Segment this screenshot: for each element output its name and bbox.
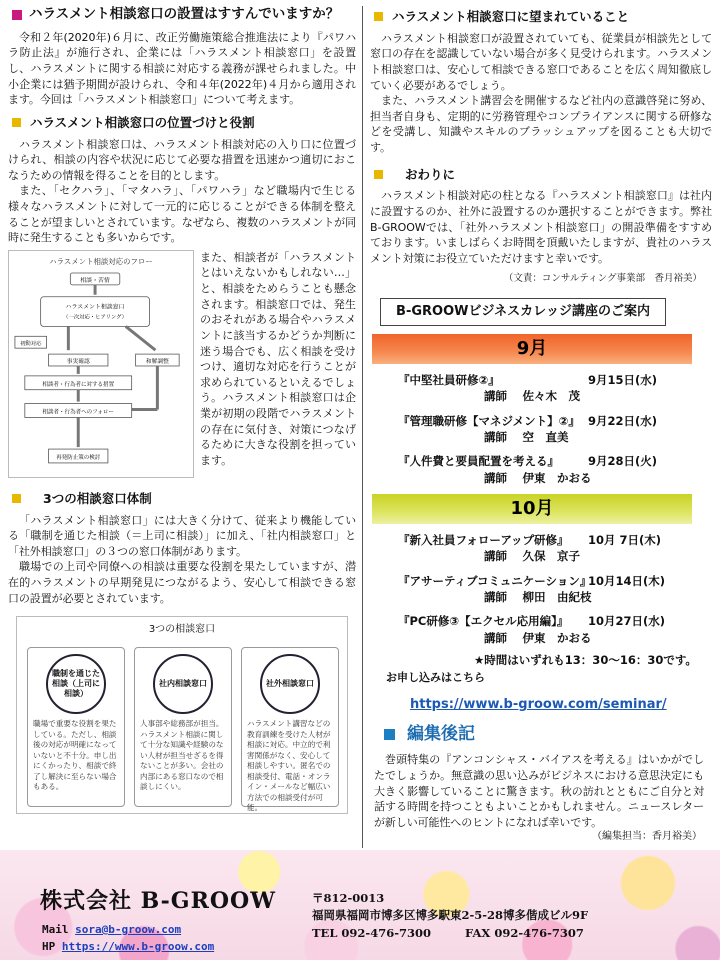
course-item	[398, 613, 712, 646]
flow-step-prevention: 再発防止策の検討	[56, 454, 101, 461]
window-desc: 職場で重要な役割を果たしている。ただし、相談後の対応が明確になっていないと不十分。申し出にくかったり、相談で終了し解決に至らない場合もある。	[33, 719, 117, 792]
flow-step-window-sub: （一次対応・ヒアリング）	[63, 314, 127, 321]
window-box-internal	[134, 647, 232, 807]
expectations-paragraph-1: ハラスメント相談窓口が設置されていても、従業員が相談先として窓口の存在を認識していない場合が多く見受けられます。ハラスメント相談窓口は、安心して相談できる窓口であることを広く周知徹底していく必要があるでしょう。	[370, 31, 712, 92]
yellow-square-icon	[374, 12, 383, 21]
role-paragraph-1: ハラスメント相談窓口は、ハラスメント相談対応の入り口に位置づけられ、相談の内容や状況に応じて必要な措置を迅速かつ適切におこなうための情報を得ることを目的とします。	[8, 137, 356, 182]
course-lecturer: 講師 空 直美	[484, 429, 569, 444]
contact-block	[42, 922, 214, 955]
harassment-flow-diagram	[8, 250, 194, 478]
course-item	[398, 573, 712, 606]
heading-text: ハラスメント相談窓口に望まれていること	[392, 9, 630, 24]
section-heading-closing	[370, 166, 712, 184]
three-windows-paragraph-1: 「ハラスメント相談窓口」には大きく分けて、従来より機能している「職制を通じた相談（＝上司に相談）」に加え、「社内相談窓口」と「社外相談窓口」の３つの窓口体制があります。	[8, 513, 356, 558]
course-name: 『管理職研修【マネジメント】②』	[398, 413, 580, 428]
window-circle: 職制を通じた相談（上司に相談）	[46, 654, 106, 714]
editor-paragraph: 巻頭特集の『アンコンシャス・バイアスを考える』はいかがでしたでしょうか。無意識の思い込みがビジネスにおける意思決定にも大きく影響していることに驚きます。秋の訪れとともにご自分と対話する時間を持つこともよいことかもしれません。ニュースレターが新しい可能性へのヒントになれば幸いです。	[374, 753, 704, 829]
window-circle: 社内相談窓口	[153, 654, 213, 714]
yellow-square-icon	[374, 170, 383, 179]
editor-heading	[384, 722, 712, 746]
setup-paragraph: 令和２年(2020年)６月に、改正労働施策総合推進法により『パワハラ防止法』が施行され、企業には「ハラスメント相談窓口」を設置し、ハラスメントに関する相談に対応する義務が課せられました。中小企業には猶予期間が設けられ、令和４年(2022年)４月から適用されます。今回は「ハラスメント相談窓口」について考えます。	[8, 30, 356, 107]
course-item	[398, 532, 712, 565]
left-column	[8, 6, 356, 814]
closing-author: （文責：コンサルティング事業部 香月裕美）	[503, 273, 702, 285]
flow-step-mediation: 和解調整	[145, 358, 169, 365]
course-name: 『PC研修③【エクセル応用編】』	[398, 614, 569, 629]
course-name: 『新入社員フォローアップ研修』	[398, 532, 569, 547]
window-box-supervisor	[27, 647, 125, 807]
blue-square-icon	[384, 729, 395, 740]
course-date: 10月 7日(木)	[588, 532, 662, 547]
right-column	[370, 6, 712, 845]
seminar-time-note: ★時間はいずれも13：30～16：30です。	[474, 652, 697, 667]
seminar-link[interactable]: https://www.b-groow.com/seminar/	[410, 696, 667, 712]
heading-text: ハラスメント相談窓口の設置はすすんでいますか？	[29, 6, 340, 22]
tel-number: TEL 092-476-7300	[312, 925, 431, 940]
course-item	[398, 372, 712, 405]
homepage-link[interactable]: https://www.b-groow.com	[61, 939, 215, 953]
yellow-square-icon	[12, 118, 21, 127]
company-name: 株式会社 B-GROOW	[40, 888, 276, 914]
flow-step-consult: 相談・苦情	[80, 276, 110, 284]
window-circle: 社外相談窓口	[260, 654, 320, 714]
apply-label: お申し込みはこちら	[386, 671, 485, 685]
flow-title: ハラスメント相談対応のフロー	[49, 256, 153, 266]
section-heading-role	[8, 114, 356, 132]
section-heading-setup	[8, 6, 356, 24]
course-date: 10月14日(木)	[588, 573, 666, 588]
month-band-september: 9月	[372, 334, 692, 364]
seminar-title: B-GROOWビジネスカレッジ講座のご案内	[380, 298, 666, 326]
course-name: 『アサーティブコミュニケーション』	[398, 573, 592, 588]
flow-side-paragraph: また、相談者が「ハラスメントとはいえないかもしれない…」と、相談をためらうことも懸念されます。相談窓口では、発生のおそれがある場合やハラスメントに該当するかどうか判断に迷う場合でも、広く相談を受けつけ、適切な対応を行うことが求められているといえるでしょう。ハラスメント相談窓口は企業が初期の段階でハラスメントの存在に気付き、対策につなげるために大きな役割を担っています。	[200, 250, 356, 467]
flow-step-window-box	[41, 297, 150, 327]
column-divider	[362, 6, 363, 848]
course-name: 『人件費と要員配置を考える』	[398, 454, 559, 469]
footer-flower-banner	[0, 850, 720, 960]
three-windows-paragraph-2: 職場での上司や同僚への相談は重要な役割を果たしていますが、潜在的ハラスメントの早期発見につながるよう、安心して相談できる窓口の設置が必要とされています。	[8, 560, 356, 605]
address-block	[312, 890, 588, 942]
expectations-paragraph-2: また、ハラスメント講習会を開催するなど社内の意識啓発に努め、担当者自身も、定期的に労務管理やコンプライアンスに関する研修などを受講し、知識やスキルのブラッシュアップを図ることも大切です。	[370, 94, 712, 155]
three-windows-figure	[16, 616, 348, 814]
yellow-square-icon	[12, 494, 21, 503]
heading-text: おわりに	[405, 166, 456, 182]
closing-paragraph: ハラスメント相談対応の柱となる『ハラスメント相談窓口』は社内に設置するのか、社外に設置するのか選択することができます。弊社B-GROOWでは、「社外ハラスメント相談窓口」の開設準備をすすめております。いましばらくお時間を頂戴いたしますが、貴社のハラスメント対策にお役立ていただけますと幸いです。	[370, 189, 712, 265]
flow-step-measure: 相談者・行為者に対する措置	[42, 381, 115, 388]
course-date: 9月28日(火)	[588, 454, 658, 469]
course-date: 9月15日(水)	[588, 372, 658, 387]
mail-label: Mail	[42, 923, 69, 936]
window-box-external	[241, 647, 339, 813]
course-date: 9月22日(水)	[588, 413, 658, 428]
figure-title: 3つの相談窓口	[148, 624, 216, 636]
editor-signature: （編集担当：香月裕美）	[592, 831, 702, 843]
course-lecturer: 講師 佐々木 茂	[484, 389, 581, 404]
magenta-square-icon	[12, 10, 22, 20]
flow-step-window: ハラスメント相談窓口	[65, 303, 125, 311]
window-desc: ハラスメント講習などの教育訓練を受けた人材が相談に対応。中立的で利害関係がなく、安心して相談しやすい。匿名での相談受付、電話・オンライン・メールなど幅広い方法での相談受付が可能。	[247, 719, 331, 813]
section-heading-three-windows	[8, 490, 356, 508]
course-lecturer: 講師 柳田 由紀枝	[484, 589, 592, 604]
course-lecturer: 講師 久保 京子	[484, 549, 581, 564]
flow-step-fact: 事実確認	[66, 358, 90, 365]
course-item	[398, 413, 712, 446]
flow-figure-wrap	[8, 250, 356, 478]
heading-text: ハラスメント相談窓口の位置づけと役割	[30, 114, 255, 130]
window-desc: 人事部や総務部が担当。ハラスメント相談に関して十分な知識や経験のない人材が担当せざるを得ないことが多い。会社の内部にある窓口なので相談しにくい。	[140, 719, 224, 792]
fax-number: FAX 092-476-7307	[464, 925, 584, 940]
course-date: 10月27日(水)	[588, 614, 666, 629]
course-item	[398, 453, 712, 486]
flow-step-initial: 初動対応	[20, 341, 42, 348]
mail-link[interactable]: sora@b-groow.com	[75, 923, 182, 936]
course-name: 『中堅社員研修②』	[398, 372, 500, 387]
street-address: 福岡県福岡市博多区博多駅東2-5-28博多偕成ビル9F	[312, 908, 589, 923]
zip-code: 〒812-0013	[312, 891, 385, 905]
month-band-october: 10月	[372, 494, 692, 524]
course-lecturer: 講師 伊東 かおる	[484, 630, 592, 645]
course-lecturer: 講師 伊東 かおる	[484, 470, 592, 485]
section-heading-expectations	[370, 8, 712, 26]
heading-text: 3つの相談窓口体制	[43, 490, 152, 506]
flow-step-follow: 相談者・行為者へのフォロー	[42, 409, 114, 416]
flow-arrow	[126, 326, 156, 350]
role-paragraph-2: また、「セクハラ」、「マタハラ」、「パワハラ」など職場内で生じる様々なハラスメントに対して一元的に応じることができる体制を整えることが望ましいとされています。なぜなら、複数のハラスメントが同時に発生することも多いからです。	[8, 184, 356, 245]
hp-label: HP	[42, 939, 56, 953]
editor-title: 編集後記	[407, 724, 475, 745]
